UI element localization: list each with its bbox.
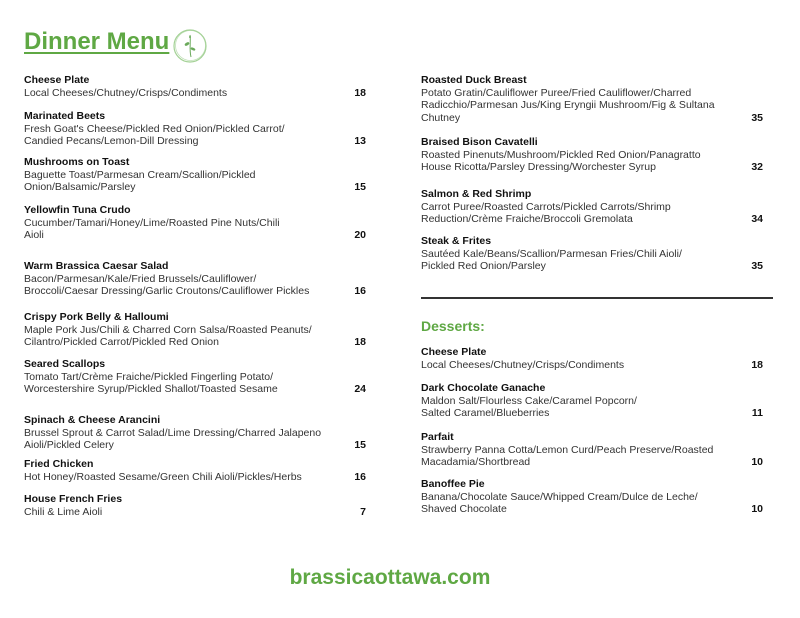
menu-item [24, 156, 366, 194]
item-description: Local Cheeses/Chutney/Crisps/Condiments [421, 358, 625, 371]
menu-item [421, 136, 763, 174]
item-price: 7 [360, 505, 366, 518]
item-description: Chili & Lime Aioli [24, 505, 103, 518]
item-description: Strawberry Panna Cotta/Lemon Curd/Peach Preserve/Roasted Macadamia/Shortbread [421, 443, 714, 469]
menu-item [24, 458, 366, 483]
menu-item [421, 431, 763, 469]
menu-item [24, 110, 366, 148]
item-name: House French Fries [24, 493, 123, 505]
item-description: Tomato Tart/Crème Fraiche/Pickled Fingerling Potato/ Worcestershire Syrup/Pickled Shallot/Toasted Sesame [24, 370, 278, 396]
leaf-logo-icon [171, 27, 209, 65]
page-title: Dinner Menu [24, 28, 170, 55]
item-price: 10 [751, 503, 763, 516]
item-name: Spinach & Cheese Arancini [24, 414, 161, 426]
item-name: Parfait [421, 431, 454, 443]
item-name: Mushrooms on Toast [24, 156, 130, 168]
menu-item [24, 493, 366, 518]
item-price: 15 [354, 439, 366, 452]
item-description: Roasted Pinenuts/Mushroom/Pickled Red Onion/Panagratto House Ricotta/Parsley Dressing/Worchester Syrup [421, 148, 701, 174]
item-price: 18 [354, 86, 366, 99]
item-name: Salmon & Red Shrimp [421, 188, 532, 200]
menu-item [421, 346, 763, 371]
item-name: Steak & Frites [421, 235, 492, 247]
item-description: Brussel Sprout & Carrot Salad/Lime Dressing/Charred Jalapeno Aioli/Pickled Celery [24, 426, 322, 452]
menu-item [24, 414, 366, 452]
item-name: Fried Chicken [24, 458, 94, 470]
item-description: Cucumber/Tamari/Honey/Lime/Roasted Pine Nuts/Chili Aioli [24, 216, 280, 242]
menu-item [24, 260, 366, 298]
item-description: Baguette Toast/Parmesan Cream/Scallion/Pickled Onion/Balsamic/Parsley [24, 168, 256, 194]
menu-item [24, 74, 366, 99]
desserts-heading: Desserts: [421, 318, 485, 334]
item-price: 24 [354, 383, 366, 396]
item-name: Banoffee Pie [421, 478, 485, 490]
item-description: Carrot Puree/Roasted Carrots/Pickled Carrots/Shrimp Reduction/Crème Fraiche/Broccoli Gremolata [421, 200, 671, 226]
menu-item [24, 204, 366, 242]
item-price: 13 [354, 135, 366, 148]
item-price: 10 [751, 456, 763, 469]
menu-item [421, 382, 763, 420]
item-name: Cheese Plate [421, 346, 487, 358]
item-price: 35 [751, 112, 763, 125]
item-description: Potato Gratin/Cauliflower Puree/Fried Cauliflower/Charred Radicchio/Parmesan Jus/King Eryngii Mushroom/Fig & Sultana Chutney [421, 86, 715, 125]
item-price: 16 [354, 285, 366, 298]
item-name: Seared Scallops [24, 358, 106, 370]
item-description: Hot Honey/Roasted Sesame/Green Chili Aioli/Pickles/Herbs [24, 470, 302, 483]
item-name: Roasted Duck Breast [421, 74, 527, 86]
item-price: 34 [751, 213, 763, 226]
item-name: Crispy Pork Belly & Halloumi [24, 311, 169, 323]
menu-item [421, 235, 763, 273]
item-price: 18 [751, 358, 763, 371]
menu-item [421, 188, 763, 226]
item-price: 16 [354, 470, 366, 483]
item-price: 20 [354, 229, 366, 242]
item-price: 11 [751, 407, 763, 420]
item-price: 18 [354, 336, 366, 349]
item-description: Fresh Goat's Cheese/Pickled Red Onion/Pickled Carrot/ Candied Pecans/Lemon-Dill Dressing [24, 122, 285, 148]
item-name: Dark Chocolate Ganache [421, 382, 546, 394]
item-price: 35 [751, 260, 763, 273]
item-description: Maldon Salt/Flourless Cake/Caramel Popcorn/ Salted Caramel/Blueberries [421, 394, 637, 420]
section-divider [421, 297, 773, 299]
item-description: Sautéed Kale/Beans/Scallion/Parmesan Fries/Chili Aioli/ Pickled Red Onion/Parsley [421, 247, 682, 273]
item-description: Local Cheeses/Chutney/Crisps/Condiments [24, 86, 228, 99]
item-description: Bacon/Parmesan/Kale/Fried Brussels/Cauliflower/ Broccoli/Caesar Dressing/Garlic Croutons/Cauliflower Pickles [24, 272, 310, 298]
item-description: Maple Pork Jus/Chili & Charred Corn Salsa/Roasted Peanuts/ Cilantro/Pickled Carrot/Pickled Red Onion [24, 323, 312, 349]
menu-item [24, 358, 366, 396]
item-description: Banana/Chocolate Sauce/Whipped Cream/Dulce de Leche/ Shaved Chocolate [421, 490, 698, 516]
item-name: Yellowfin Tuna Crudo [24, 204, 131, 216]
item-name: Warm Brassica Caesar Salad [24, 260, 169, 272]
item-price: 32 [751, 161, 763, 174]
menu-item [24, 311, 366, 349]
website-link[interactable]: brassicaottawa.com [289, 566, 491, 589]
item-price: 15 [354, 181, 366, 194]
item-name: Marinated Beets [24, 110, 106, 122]
menu-item [421, 478, 763, 516]
item-name: Cheese Plate [24, 74, 90, 86]
menu-item [421, 74, 763, 125]
item-name: Braised Bison Cavatelli [421, 136, 538, 148]
